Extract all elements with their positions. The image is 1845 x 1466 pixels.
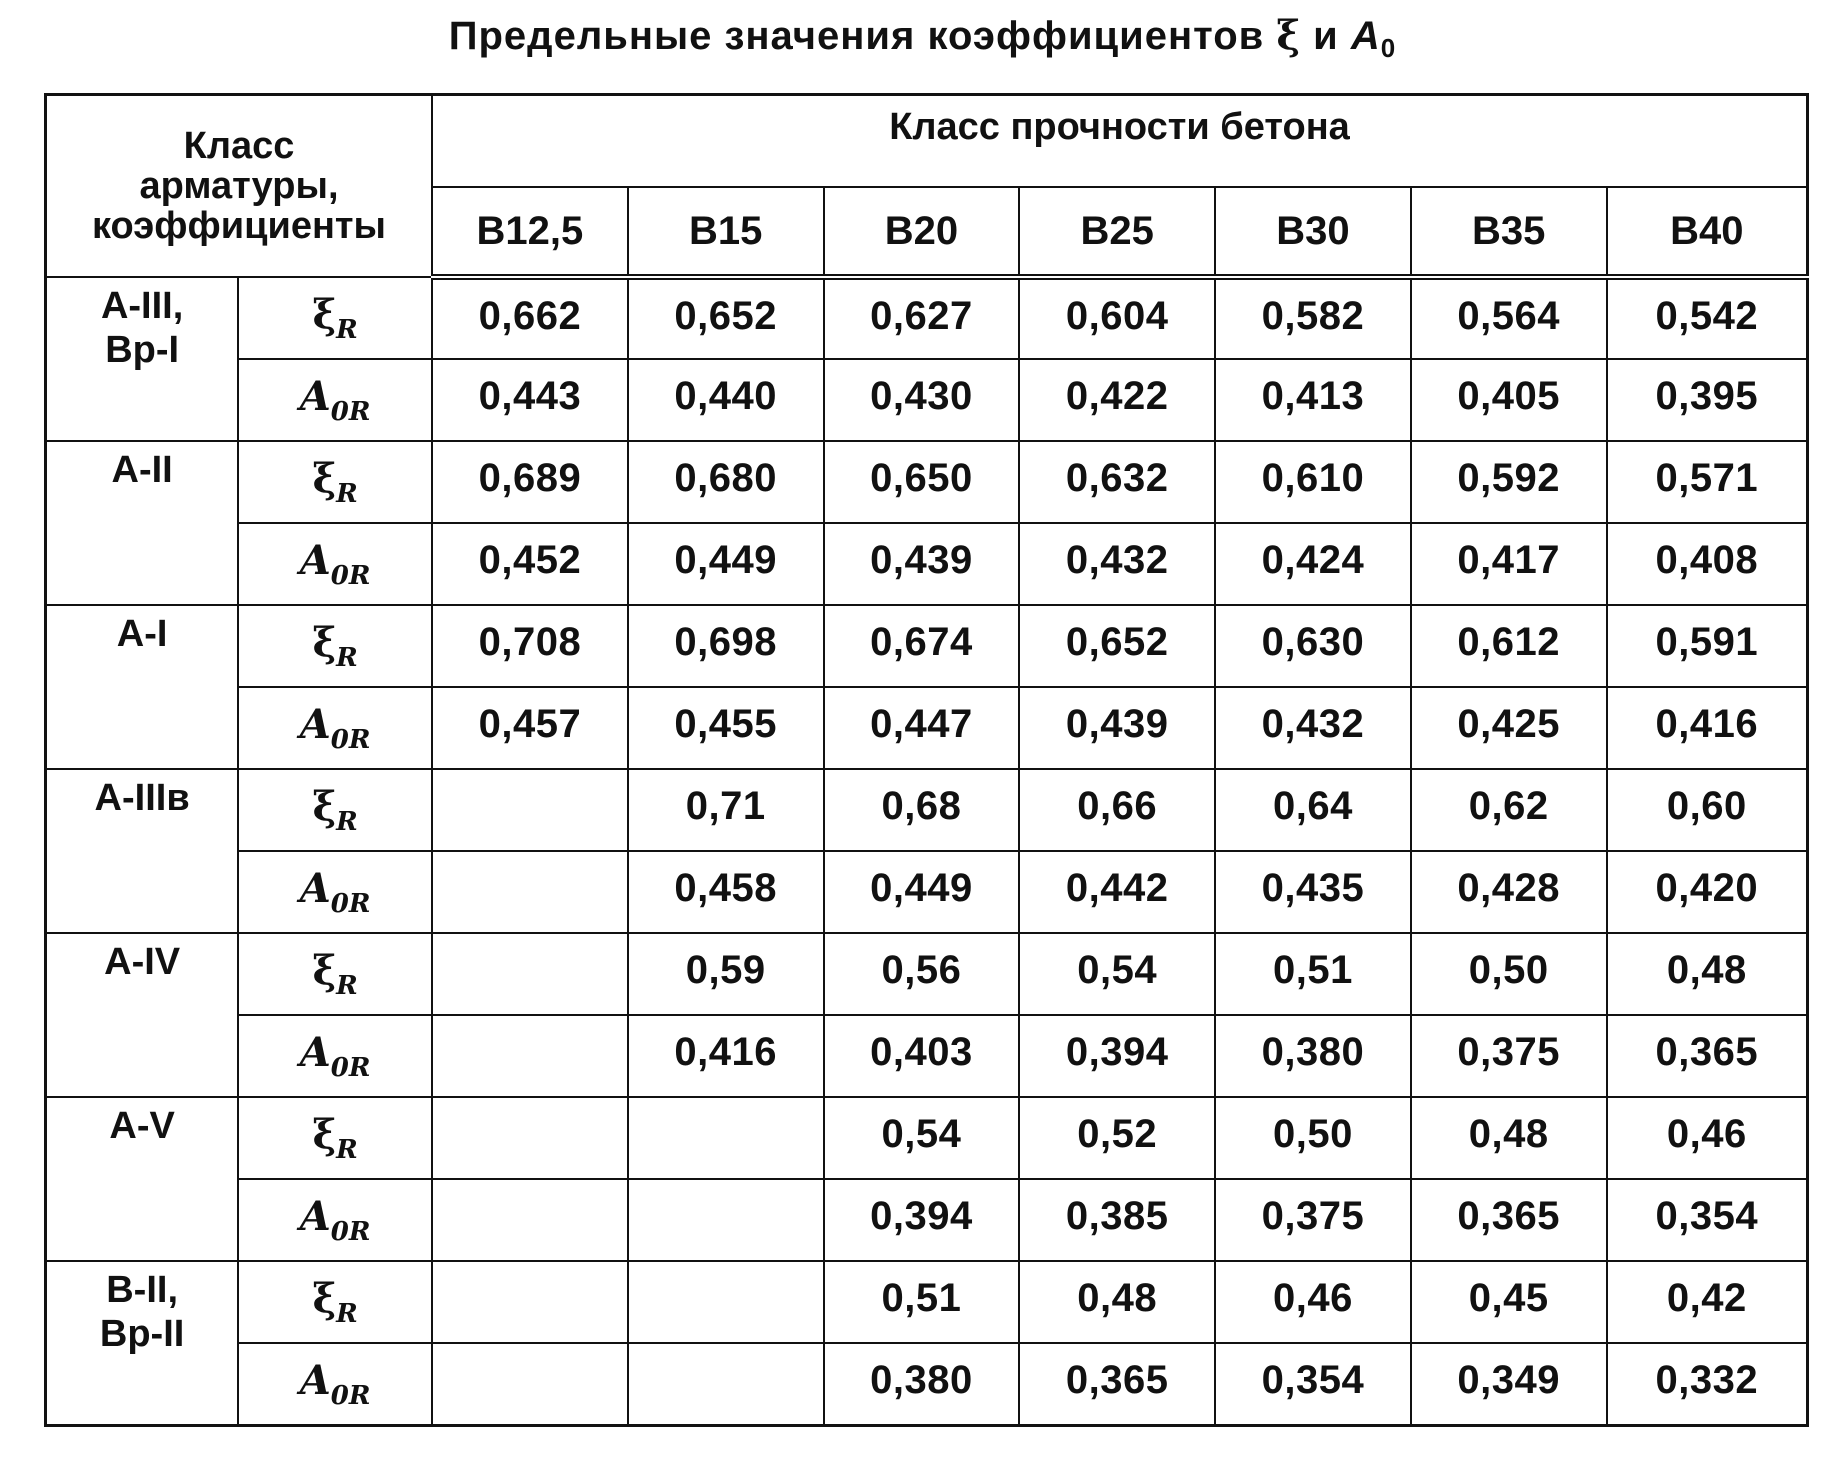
value-cell: 0,430: [824, 359, 1020, 441]
value-cell: 0,354: [1215, 1343, 1411, 1426]
value-cell: [432, 1261, 628, 1343]
table-row: [46, 277, 1808, 359]
header-concrete-class: B12,5: [432, 187, 628, 277]
table-row: [46, 1343, 1808, 1426]
header-concrete-class: B35: [1411, 187, 1607, 277]
reinforcement-class-cell: [46, 605, 239, 769]
table-row: [46, 769, 1808, 851]
value-cell: 0,449: [824, 851, 1020, 933]
value-cell: 0,604: [1019, 277, 1215, 359]
value-cell: 0,439: [1019, 687, 1215, 769]
coef-xi-r-label: $\xi_R$: [238, 441, 432, 523]
header-concrete-strength: Класс прочности бетона: [432, 95, 1807, 188]
coefficients-table: [44, 93, 1809, 1427]
value-cell: 0,674: [824, 605, 1020, 687]
value-cell: 0,455: [628, 687, 824, 769]
coef-a0r-label: $A_{0R}$: [238, 851, 432, 933]
value-cell: 0,591: [1607, 605, 1808, 687]
header-corner-line: арматуры,: [139, 165, 339, 207]
value-cell: 0,48: [1411, 1097, 1607, 1179]
table-row: [46, 605, 1808, 687]
header-corner-line: коэффициенты: [92, 205, 386, 247]
header-concrete-class: B40: [1607, 187, 1808, 277]
table-row: [46, 933, 1808, 1015]
value-cell: 0,45: [1411, 1261, 1607, 1343]
value-cell: 0,46: [1215, 1261, 1411, 1343]
title-a-symbol: $A_0$: [1350, 14, 1397, 63]
table-row: [46, 851, 1808, 933]
value-cell: 0,440: [628, 359, 824, 441]
value-cell: 0,71: [628, 769, 824, 851]
table-row: [46, 1179, 1808, 1261]
title-xi-symbol: ξ: [1276, 12, 1302, 59]
value-cell: 0,365: [1607, 1015, 1808, 1097]
value-cell: 0,48: [1019, 1261, 1215, 1343]
value-cell: [628, 1179, 824, 1261]
value-cell: 0,630: [1215, 605, 1411, 687]
reinforcement-class-label: A-V: [109, 1105, 175, 1147]
value-cell: [432, 851, 628, 933]
value-cell: [432, 1015, 628, 1097]
reinforcement-class-cell: [46, 1097, 239, 1261]
value-cell: 0,408: [1607, 523, 1808, 605]
header-concrete-class: B15: [628, 187, 824, 277]
value-cell: 0,365: [1019, 1343, 1215, 1426]
coef-xi-r-label: $\xi_R$: [238, 1261, 432, 1343]
value-cell: 0,432: [1019, 523, 1215, 605]
value-cell: 0,365: [1411, 1179, 1607, 1261]
table-row: [46, 359, 1808, 441]
value-cell: 0,650: [824, 441, 1020, 523]
reinforcement-class-cell: [46, 277, 239, 441]
reinforcement-class-label: A-IIIв: [94, 777, 190, 819]
value-cell: [628, 1261, 824, 1343]
value-cell: 0,417: [1411, 523, 1607, 605]
coef-a0r-label: $A_{0R}$: [238, 687, 432, 769]
value-cell: 0,689: [432, 441, 628, 523]
coef-xi-r-label: $\xi_R$: [238, 1097, 432, 1179]
value-cell: 0,542: [1607, 277, 1808, 359]
value-cell: 0,424: [1215, 523, 1411, 605]
value-cell: 0,349: [1411, 1343, 1607, 1426]
value-cell: 0,51: [824, 1261, 1020, 1343]
value-cell: 0,652: [1019, 605, 1215, 687]
value-cell: 0,439: [824, 523, 1020, 605]
value-cell: 0,443: [432, 359, 628, 441]
value-cell: 0,442: [1019, 851, 1215, 933]
value-cell: 0,403: [824, 1015, 1020, 1097]
value-cell: 0,394: [1019, 1015, 1215, 1097]
value-cell: 0,612: [1411, 605, 1607, 687]
value-cell: 0,46: [1607, 1097, 1808, 1179]
value-cell: 0,452: [432, 523, 628, 605]
value-cell: 0,354: [1607, 1179, 1808, 1261]
value-cell: 0,458: [628, 851, 824, 933]
value-cell: 0,62: [1411, 769, 1607, 851]
value-cell: 0,416: [1607, 687, 1808, 769]
value-cell: 0,66: [1019, 769, 1215, 851]
value-cell: 0,564: [1411, 277, 1607, 359]
value-cell: 0,680: [628, 441, 824, 523]
reinforcement-class-cell: [46, 441, 239, 605]
coef-a0r-label: $A_{0R}$: [238, 1179, 432, 1261]
value-cell: [432, 1179, 628, 1261]
value-cell: 0,413: [1215, 359, 1411, 441]
value-cell: 0,571: [1607, 441, 1808, 523]
value-cell: 0,447: [824, 687, 1020, 769]
value-cell: 0,405: [1411, 359, 1607, 441]
coef-xi-r-label: $\xi_R$: [238, 769, 432, 851]
value-cell: 0,422: [1019, 359, 1215, 441]
value-cell: 0,592: [1411, 441, 1607, 523]
value-cell: 0,395: [1607, 359, 1808, 441]
value-cell: [432, 769, 628, 851]
value-cell: 0,42: [1607, 1261, 1808, 1343]
value-cell: 0,48: [1607, 933, 1808, 1015]
value-cell: 0,416: [628, 1015, 824, 1097]
reinforcement-class-cell: [46, 933, 239, 1097]
value-cell: 0,54: [1019, 933, 1215, 1015]
value-cell: 0,332: [1607, 1343, 1808, 1426]
value-cell: 0,698: [628, 605, 824, 687]
table-row: [46, 1097, 1808, 1179]
coef-xi-r-label: $\xi_R$: [238, 605, 432, 687]
value-cell: 0,610: [1215, 441, 1411, 523]
value-cell: 0,52: [1019, 1097, 1215, 1179]
table-row: [46, 523, 1808, 605]
reinforcement-class-cell: [46, 1261, 239, 1426]
value-cell: 0,662: [432, 277, 628, 359]
value-cell: [628, 1097, 824, 1179]
table-row: [46, 441, 1808, 523]
value-cell: 0,432: [1215, 687, 1411, 769]
value-cell: 0,375: [1411, 1015, 1607, 1097]
table-row: [46, 687, 1808, 769]
value-cell: 0,60: [1607, 769, 1808, 851]
value-cell: [432, 1097, 628, 1179]
value-cell: 0,652: [628, 277, 824, 359]
value-cell: 0,380: [1215, 1015, 1411, 1097]
reinforcement-class-label: A-IV: [104, 941, 181, 983]
value-cell: [432, 1343, 628, 1426]
value-cell: 0,56: [824, 933, 1020, 1015]
coef-a0r-label: $A_{0R}$: [238, 1015, 432, 1097]
coef-xi-r-label: $\xi_R$: [238, 277, 432, 359]
reinforcement-class-cell: [46, 769, 239, 933]
value-cell: 0,449: [628, 523, 824, 605]
reinforcement-class-label: Bp-I: [105, 329, 180, 371]
reinforcement-class-label: A-I: [116, 613, 168, 655]
value-cell: 0,435: [1215, 851, 1411, 933]
value-cell: 0,627: [824, 277, 1020, 359]
coef-a0r-label: $A_{0R}$: [238, 359, 432, 441]
value-cell: 0,425: [1411, 687, 1607, 769]
value-cell: 0,51: [1215, 933, 1411, 1015]
reinforcement-class-label: Bp-II: [99, 1313, 185, 1355]
reinforcement-class-label: A-III,: [100, 285, 184, 327]
table-row: [46, 1261, 1808, 1343]
header-corner-line: Класс: [183, 125, 295, 167]
header-concrete-class: B25: [1019, 187, 1215, 277]
value-cell: 0,708: [432, 605, 628, 687]
header-concrete-class: B30: [1215, 187, 1411, 277]
coef-a0r-label: $A_{0R}$: [238, 1343, 432, 1426]
value-cell: 0,385: [1019, 1179, 1215, 1261]
value-cell: 0,428: [1411, 851, 1607, 933]
table-row: [46, 1015, 1808, 1097]
value-cell: 0,394: [824, 1179, 1020, 1261]
header-reinforcement-class: [46, 95, 433, 278]
value-cell: 0,632: [1019, 441, 1215, 523]
header-concrete-class: B20: [824, 187, 1020, 277]
value-cell: 0,375: [1215, 1179, 1411, 1261]
page-title: [0, 12, 1845, 64]
title-text: Предельные значения коэффициентов: [448, 14, 1265, 58]
reinforcement-class-label: B-II,: [106, 1269, 179, 1311]
value-cell: 0,50: [1215, 1097, 1411, 1179]
value-cell: 0,64: [1215, 769, 1411, 851]
value-cell: 0,50: [1411, 933, 1607, 1015]
value-cell: 0,380: [824, 1343, 1020, 1426]
title-conjunction: и: [1313, 14, 1339, 58]
coef-xi-r-label: $\xi_R$: [238, 933, 432, 1015]
value-cell: 0,582: [1215, 277, 1411, 359]
value-cell: [432, 933, 628, 1015]
coef-a0r-label: $A_{0R}$: [238, 523, 432, 605]
value-cell: 0,457: [432, 687, 628, 769]
value-cell: [628, 1343, 824, 1426]
value-cell: 0,54: [824, 1097, 1020, 1179]
value-cell: 0,59: [628, 933, 824, 1015]
value-cell: 0,68: [824, 769, 1020, 851]
reinforcement-class-label: A-II: [111, 449, 173, 491]
value-cell: 0,420: [1607, 851, 1808, 933]
